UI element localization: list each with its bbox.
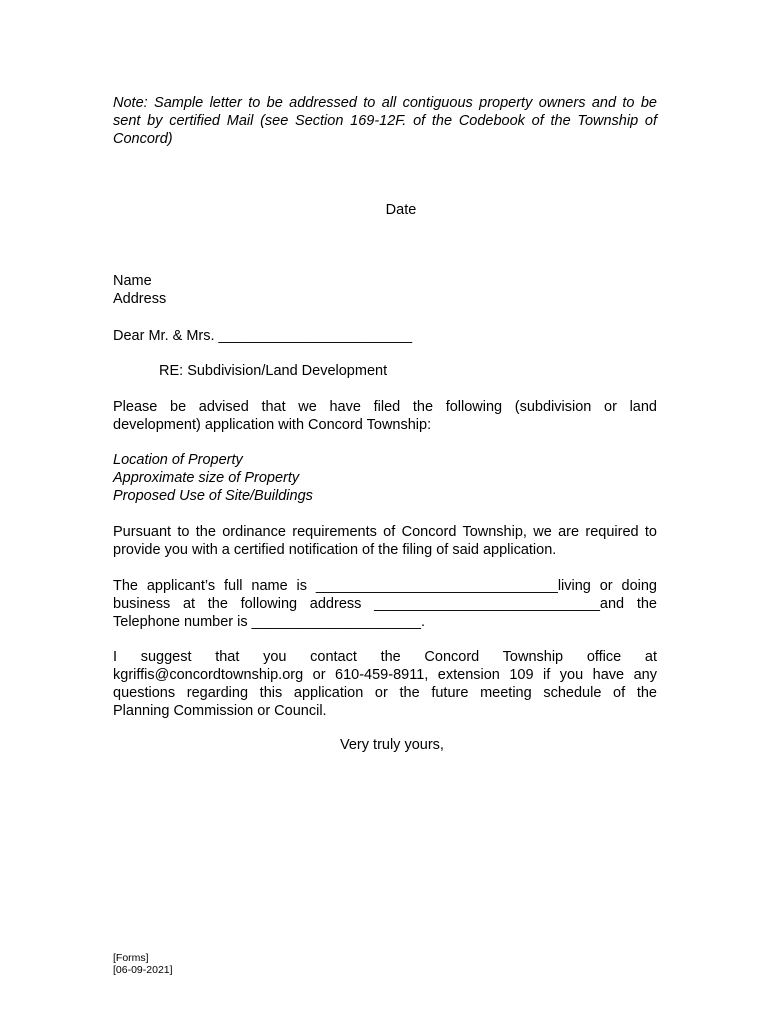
footer-forms: [Forms] <box>113 952 149 964</box>
property-fields <box>113 451 657 505</box>
paragraph-3-line-3: Telephone number is _____________________. <box>113 614 426 630</box>
paragraph-1-line-1: Please be advised that we have filed the following (subdivision or land <box>113 399 657 415</box>
note-line-3: Concord) <box>113 131 173 147</box>
note-block <box>113 94 657 148</box>
footer <box>113 952 657 976</box>
date-label: Date <box>385 202 417 218</box>
paragraph-3-line-2: business at the following address ____________________________and the <box>113 596 657 612</box>
salutation: Dear Mr. & Mrs. ________________________ <box>113 328 413 344</box>
paragraph-4-line-3: questions regarding this application or the future meeting schedule of the <box>113 685 657 701</box>
paragraph-3-line-1: The applicant’s full name is ______________________________living or doing <box>113 578 657 594</box>
paragraph-1-line-2: development) application with Concord Township: <box>113 417 432 433</box>
paragraph-3 <box>113 577 657 631</box>
paragraph-4 <box>113 648 657 720</box>
property-location: Location of Property <box>113 452 243 468</box>
recipient-name: Name <box>113 273 152 289</box>
recipient-block <box>113 272 657 308</box>
note-line-1: Note: Sample letter to be addressed to all contiguous property owners and to be <box>113 95 657 111</box>
property-size: Approximate size of Property <box>113 470 300 486</box>
paragraph-4-line-2: kgriffis@concordtownship.org or 610-459-8911, extension 109 if you have any <box>113 667 657 683</box>
paragraph-2-line-1: Pursuant to the ordinance requirements of Concord Township, we are required to <box>113 524 657 540</box>
closing: Very truly yours, <box>340 737 444 753</box>
note-line-2: sent by certified Mail (see Section 169-12F. of the Codebook of the Township of <box>113 113 657 129</box>
recipient-address: Address <box>113 291 167 307</box>
paragraph-2 <box>113 523 657 559</box>
property-use: Proposed Use of Site/Buildings <box>113 488 313 504</box>
re-line: RE: Subdivision/Land Development <box>159 363 388 379</box>
footer-date: [06-09-2021] <box>113 964 173 976</box>
paragraph-4-line-4: Planning Commission or Council. <box>113 703 327 719</box>
paragraph-2-line-2: provide you with a certified notification of the filing of said application. <box>113 542 557 558</box>
paragraph-4-line-1: I suggest that you contact the Concord Township office at <box>113 649 657 665</box>
paragraph-1 <box>113 398 657 434</box>
